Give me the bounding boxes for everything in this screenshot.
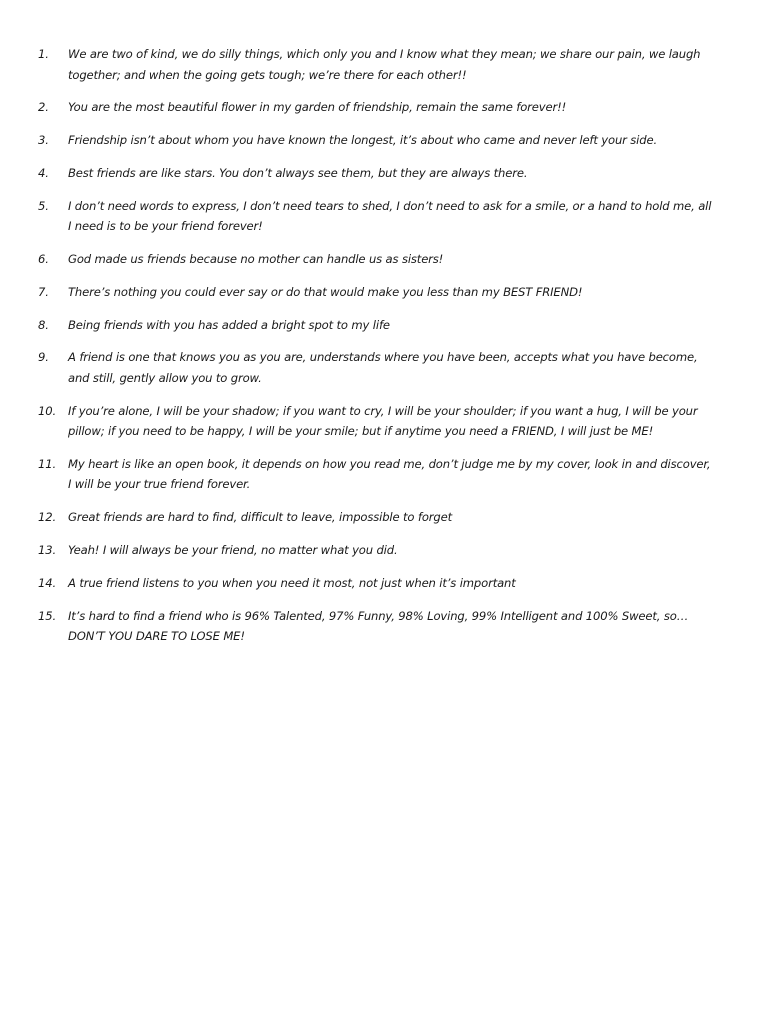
list-item [38,540,714,561]
list-item [38,606,714,647]
list-item [38,573,714,594]
item-text: A friend is one that knows you as you are, understands where you have been, accepts what you have become, and still, gently allow you to grow. [68,350,698,385]
item-text: Being friends with you has added a bright spot to my life [68,317,390,332]
list-item [38,97,714,118]
item-text: Best friends are like stars. You don’t always see them, but they are always there. [68,165,528,180]
item-text: If you’re alone, I will be your shadow; if you want to cry, I will be your shoulder; if you want a hug, I will be your pillow; if you need to be happy, I will be your smile; but if anytime you need a FRIEND, I will just be ME! [68,403,698,439]
list-item [38,454,714,495]
item-text: I don’t need words to express, I don’t need tears to shed, I don’t need to ask for a smile, or a hand to hold me, all I need is to be your friend forever! [68,198,712,234]
item-text: Friendship isn’t about whom you have known the longest, it’s about who came and never left your side. [68,133,657,148]
item-text: We are two of kind, we do silly things, which only you and I know what they mean; we share our pain, we laugh together; and when the going gets tough; we’re there for each other!! [68,47,701,82]
item-text: Great friends are hard to find, difficult to leave, impossible to forget [68,510,452,525]
list-item [38,347,714,388]
list-item [38,44,714,85]
item-number: 13. [38,543,56,558]
item-number: 6. [38,251,49,266]
list-item [38,130,714,151]
item-text: My heart is like an open book, it depends on how you read me, don’t judge me by my cover, look in and discover, I will be your true friend forever. [68,456,711,492]
list-item [38,196,714,237]
list-item [38,507,714,528]
item-number: 1. [38,47,49,61]
list-item [38,163,714,184]
item-text: Yeah! I will always be your friend, no matter what you did. [68,543,398,558]
list-item [38,315,714,336]
item-number: 3. [38,133,49,148]
list-item [38,282,714,303]
quote-list [38,44,714,659]
item-number: 2. [38,100,49,115]
item-text: There’s nothing you could ever say or do that would make you less than my BEST FRIEND! [68,284,583,299]
item-number: 8. [38,317,49,332]
item-text: A true friend listens to you when you need it most, not just when it’s important [68,575,516,590]
item-number: 7. [38,284,49,299]
item-number: 5. [38,198,49,213]
list-item [38,249,714,270]
item-text: You are the most beautiful flower in my garden of friendship, remain the same forever!! [68,100,567,115]
item-number: 10. [38,403,56,418]
item-number: 15. [38,608,56,623]
item-text: It’s hard to find a friend who is 96% Talented, 97% Funny, 98% Loving, 99% Intelligent and 100% Sweet, so…DON’T YOU DARE TO LOSE ME! [68,608,689,644]
item-number: 9. [38,350,49,365]
item-number: 14. [38,575,56,590]
item-number: 4. [38,165,49,180]
item-number: 12. [38,510,56,525]
list-item [38,401,714,442]
item-number: 11. [38,456,56,471]
item-text: God made us friends because no mother can handle us as sisters! [68,251,444,266]
